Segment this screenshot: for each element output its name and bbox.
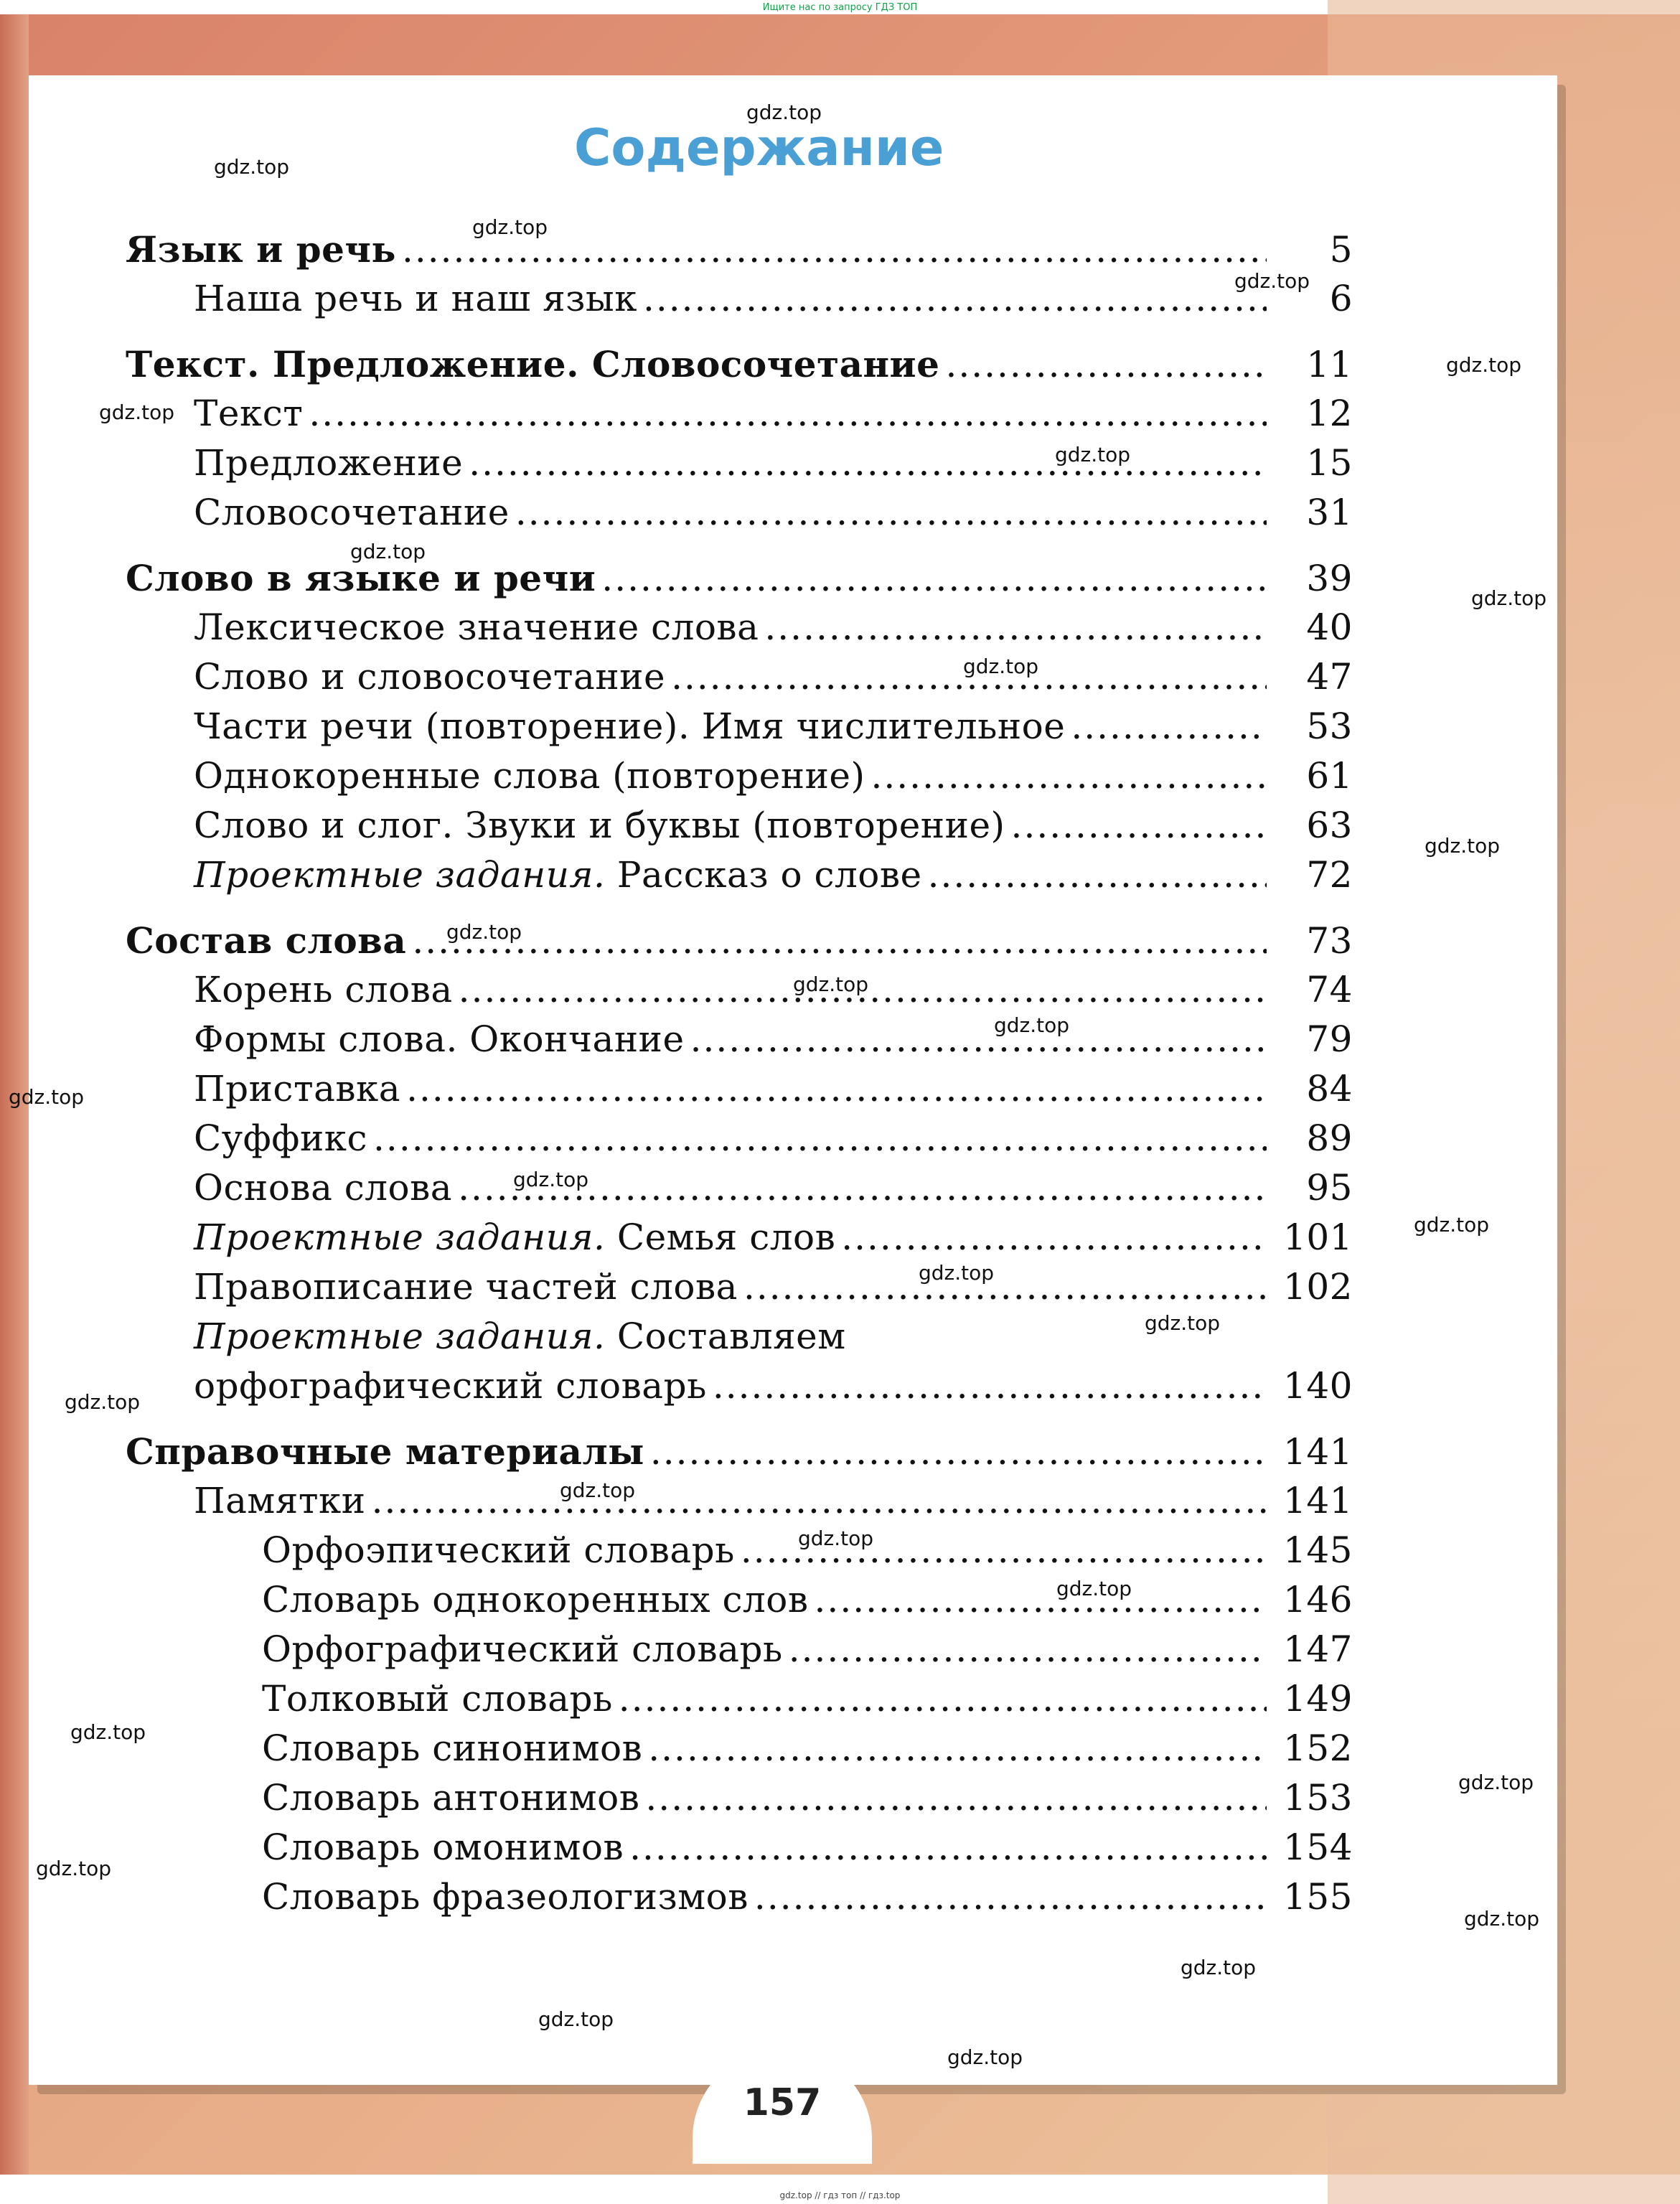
toc-row <box>126 1628 1353 1678</box>
toc-label: Словосочетание <box>194 492 510 533</box>
toc-label: Суффикс <box>194 1117 368 1159</box>
toc-page: 153 <box>1283 1777 1353 1819</box>
toc-label: Корень слова <box>194 969 453 1010</box>
toc-leader-dots <box>469 442 1267 484</box>
watermark: gdz.top <box>798 1527 874 1550</box>
toc-page: 84 <box>1306 1068 1353 1110</box>
toc-leader-dots <box>789 1628 1267 1670</box>
watermark: gdz.top <box>446 920 522 944</box>
toc-leader-dots <box>650 1431 1267 1473</box>
toc-label: Словарь антонимов <box>262 1777 640 1819</box>
toc-label: Состав слова <box>126 919 407 962</box>
toc-leader-dots <box>815 1579 1267 1621</box>
toc-row <box>126 1529 1353 1579</box>
table-of-contents <box>126 228 1353 1926</box>
toc-leader-dots <box>1011 805 1267 846</box>
watermark: gdz.top <box>1056 1577 1132 1600</box>
toc-label: Однокоренные слова (повторение) <box>194 755 865 797</box>
toc-page: 101 <box>1283 1216 1353 1258</box>
toc-page: 61 <box>1306 755 1353 797</box>
toc-label: Предложение <box>194 442 464 484</box>
toc-leader-dots <box>643 278 1267 319</box>
toc-row <box>126 343 1353 393</box>
toc-label: Основа слова <box>194 1167 453 1209</box>
toc-row <box>126 1678 1353 1727</box>
toc-leader-dots <box>373 1117 1267 1159</box>
toc-label: Правописание частей слова <box>194 1266 738 1308</box>
toc-row <box>126 1216 1353 1266</box>
toc-row <box>126 656 1353 705</box>
toc-row <box>126 606 1353 656</box>
top-banner[interactable]: Ищите нас по запросу ГДЗ ТОП <box>762 2 918 13</box>
watermark: gdz.top <box>1446 353 1522 377</box>
toc-label <box>194 854 922 896</box>
watermark: gdz.top <box>1414 1213 1490 1237</box>
watermark: gdz.top <box>994 1013 1070 1037</box>
toc-label: Памятки <box>194 1480 366 1521</box>
toc-leader-dots <box>928 854 1267 896</box>
toc-page: 95 <box>1306 1167 1353 1209</box>
toc-page: 149 <box>1283 1678 1353 1720</box>
toc-label: Справочные материалы <box>126 1430 644 1473</box>
toc-label-rest: Составляем <box>605 1316 846 1357</box>
toc-label: Словарь фразеологизмов <box>262 1876 749 1918</box>
toc-page: 12 <box>1306 393 1353 434</box>
watermark: gdz.top <box>214 155 290 179</box>
toc-leader-dots <box>601 558 1267 599</box>
toc-page: 102 <box>1283 1266 1353 1308</box>
toc-row <box>126 1727 1353 1777</box>
toc-leader-dots <box>713 1365 1267 1407</box>
toc-page: 47 <box>1306 656 1353 698</box>
toc-row <box>126 1266 1353 1316</box>
watermark: gdz.top <box>1145 1311 1221 1335</box>
watermark: gdz.top <box>1458 1771 1534 1794</box>
toc-leader-dots <box>1071 705 1267 747</box>
toc-label <box>194 1216 835 1258</box>
toc-leader-dots <box>764 606 1267 648</box>
toc-label: Слово в языке и речи <box>126 557 596 599</box>
toc-leader-dots <box>406 1068 1267 1110</box>
toc-row <box>126 1876 1353 1926</box>
toc-page: 73 <box>1306 920 1353 962</box>
toc-row <box>126 705 1353 755</box>
toc-row <box>126 492 1353 541</box>
toc-label-rest: Рассказ о слове <box>605 854 922 896</box>
watermark: gdz.top <box>1425 834 1501 858</box>
toc-leader-dots <box>743 1266 1267 1308</box>
toc-leader-dots <box>309 393 1267 434</box>
toc-row <box>126 442 1353 492</box>
toc-leader-dots <box>629 1826 1267 1868</box>
toc-page: 147 <box>1283 1628 1353 1670</box>
toc-row <box>126 1018 1353 1068</box>
watermark: gdz.top <box>1181 1956 1257 1979</box>
toc-label: Наша речь и наш язык <box>194 278 637 319</box>
toc-row <box>126 1365 1353 1415</box>
toc-label: Словарь однокоренных слов <box>262 1579 809 1621</box>
toc-leader-dots <box>648 1727 1267 1769</box>
watermark: gdz.top <box>1055 443 1131 466</box>
toc-label: Язык и речь <box>126 228 396 271</box>
watermark: gdz.top <box>9 1085 85 1109</box>
toc-page: 141 <box>1283 1431 1353 1473</box>
toc-row <box>126 805 1353 854</box>
toc-leader-dots <box>515 492 1267 533</box>
toc-label: Словарь омонимов <box>262 1826 624 1868</box>
toc-leader-dots <box>841 1216 1267 1258</box>
toc-page: 79 <box>1306 1018 1353 1060</box>
toc-leader-dots <box>945 344 1267 385</box>
watermark: gdz.top <box>65 1390 141 1414</box>
toc-row <box>126 557 1353 606</box>
toc-row <box>126 1068 1353 1117</box>
toc-leader-dots <box>690 1018 1267 1060</box>
toc-page: 39 <box>1306 558 1353 599</box>
toc-page: 11 <box>1306 344 1353 385</box>
toc-label: Формы слова. Окончание <box>194 1018 685 1060</box>
toc-page: 31 <box>1306 492 1353 533</box>
toc-label: Словарь синонимов <box>262 1727 643 1769</box>
toc-row <box>126 1826 1353 1876</box>
toc-page: 53 <box>1306 705 1353 747</box>
toc-leader-dots <box>871 755 1267 797</box>
watermark: gdz.top <box>1234 269 1310 293</box>
toc-label: Части речи (повторение). Имя числительное <box>194 705 1066 747</box>
watermark: gdz.top <box>793 972 869 996</box>
toc-page: 146 <box>1283 1579 1353 1621</box>
toc-label-italic: Проектные задания. <box>194 1316 606 1357</box>
watermark: gdz.top <box>36 1857 112 1880</box>
toc-row <box>126 854 1353 904</box>
toc-row <box>126 919 1353 969</box>
toc-row <box>126 278 1353 327</box>
toc-label: Лексическое значение слова <box>194 606 759 648</box>
toc-page: 15 <box>1306 442 1353 484</box>
toc-label-rest: Семья слов <box>605 1216 836 1258</box>
toc-page: 63 <box>1306 805 1353 846</box>
toc-row <box>126 1117 1353 1167</box>
toc-row <box>126 969 1353 1018</box>
toc-page: 141 <box>1283 1480 1353 1521</box>
toc-label: Орфоэпический словарь <box>262 1529 735 1571</box>
watermark: gdz.top <box>560 1478 636 1502</box>
toc-label: Орфографический словарь <box>262 1628 783 1670</box>
toc-page: 145 <box>1283 1529 1353 1571</box>
toc-label: Слово и слог. Звуки и буквы (повторение) <box>194 805 1005 846</box>
toc-page: 40 <box>1306 606 1353 648</box>
toc-row <box>126 1167 1353 1216</box>
toc-label <box>194 1316 846 1357</box>
toc-leader-dots <box>372 1480 1267 1521</box>
toc-leader-dots <box>754 1876 1267 1918</box>
toc-page: 154 <box>1283 1826 1353 1868</box>
toc-page: 140 <box>1283 1365 1353 1407</box>
watermark: gdz.top <box>919 1261 995 1285</box>
toc-page: 74 <box>1306 969 1353 1010</box>
toc-row <box>126 228 1353 278</box>
toc-label: Толковый словарь <box>262 1678 613 1720</box>
page-number: 157 <box>743 2081 822 2124</box>
watermark: gdz.top <box>472 215 548 239</box>
watermark: gdz.top <box>1464 1907 1540 1931</box>
toc-leader-dots <box>619 1678 1267 1720</box>
toc-page: 5 <box>1329 229 1353 271</box>
toc-page: 152 <box>1283 1727 1353 1769</box>
toc-label-italic: Проектные задания. <box>194 854 606 896</box>
toc-row <box>126 1777 1353 1826</box>
bottom-banner[interactable]: gdz.top // гдз топ // гдз.top <box>779 2190 901 2200</box>
toc-label: Текст. Предложение. Словосочетание <box>126 343 940 385</box>
watermark: gdz.top <box>1471 586 1547 610</box>
watermark: gdz.top <box>947 2045 1023 2069</box>
toc-label: Слово и словосочетание <box>194 656 666 698</box>
toc-leader-dots <box>645 1777 1267 1819</box>
toc-page: 72 <box>1306 854 1353 896</box>
toc-page: 155 <box>1283 1876 1353 1918</box>
watermark: gdz.top <box>350 540 426 563</box>
toc-label-italic: Проектные задания. <box>194 1216 606 1258</box>
toc-label: Текст <box>194 393 304 434</box>
toc-row <box>126 1430 1353 1480</box>
page-title: Содержание <box>574 118 944 177</box>
toc-page: 89 <box>1306 1117 1353 1159</box>
toc-row <box>126 1579 1353 1628</box>
toc-page: 6 <box>1329 278 1353 319</box>
toc-row <box>126 1480 1353 1529</box>
watermark: gdz.top <box>513 1168 589 1191</box>
toc-row <box>126 393 1353 442</box>
toc-leader-dots <box>412 920 1267 962</box>
watermark: gdz.top <box>963 655 1039 678</box>
toc-row <box>126 755 1353 805</box>
toc-label: Приставка <box>194 1068 401 1110</box>
watermark: gdz.top <box>70 1720 146 1744</box>
watermark: gdz.top <box>538 2007 614 2031</box>
watermark: gdz.top <box>746 100 822 124</box>
watermark: gdz.top <box>99 400 175 424</box>
toc-label: орфографический словарь <box>194 1365 707 1407</box>
